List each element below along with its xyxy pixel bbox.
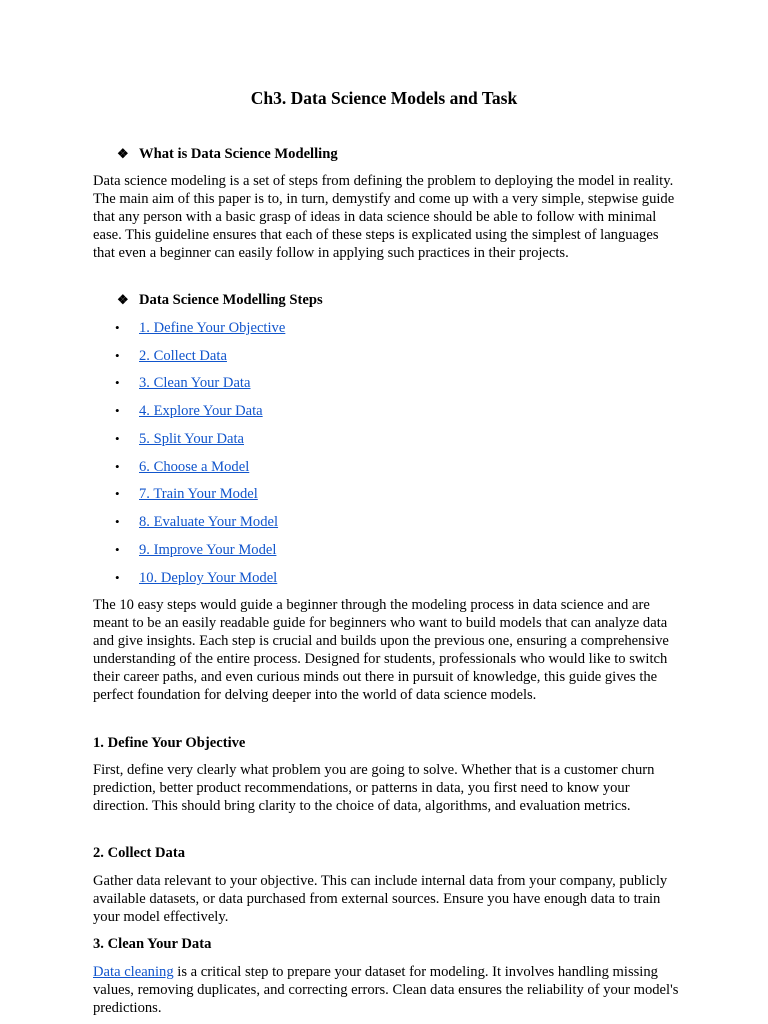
bullet-icon: • bbox=[115, 570, 120, 585]
bullet-icon: • bbox=[115, 320, 120, 335]
list-item bbox=[115, 374, 250, 392]
steps-summary-text: The 10 easy steps would guide a beginner through the modeling process in data science and are meant to be an easily readable guide for beginners who want to build models that can analyze data and give insights. Each step is crucial and builds upon the previous one, ensuring a comprehensive understanding of the entire process. Designed for students, professionals who would like to switch their career paths, and even curious minds out there in pursuit of knowledge, this guide gives the perfect foundation for delving deeper into the world of data science models. bbox=[93, 597, 669, 704]
intro-paragraph-text: Data science modeling is a set of steps from defining the problem to deploying the model in reality. The main aim of this paper is to, in turn, demystify and come up with a very simple, stepwise guide that any person with a basic grasp of ideas in data science should be able to follow with minimal ease. This guideline ensures that each of these steps is explicated using the simplest of languages that even a beginner can easily follow in applying such practices in their projects. bbox=[93, 173, 675, 262]
page-title: Ch3. Data Science Models and Task bbox=[250, 88, 518, 108]
bullet-icon: • bbox=[115, 542, 120, 557]
intro-paragraph bbox=[93, 172, 683, 262]
section-heading-label: Data Science Modelling Steps bbox=[139, 292, 323, 308]
bullet-icon: • bbox=[115, 486, 120, 501]
bullet-icon: • bbox=[115, 431, 120, 446]
section-heading-label: What is Data Science Modelling bbox=[139, 146, 338, 162]
list-item bbox=[115, 513, 278, 531]
step3-heading: 3. Clean Your Data bbox=[93, 936, 212, 952]
list-item bbox=[115, 541, 276, 559]
bullet-icon: • bbox=[115, 514, 120, 529]
bullet-icon: • bbox=[115, 375, 120, 390]
bullet-icon: • bbox=[115, 459, 120, 474]
step1-paragraph-text: First, define very clearly what problem you are going to solve. Whether that is a customer churn prediction, better product recommendations, or patterns in data, you first need to know your direction. This should bring clarity to the choice of data, algorithms, and evaluation metrics. bbox=[93, 762, 655, 815]
step3-paragraph bbox=[93, 963, 683, 1017]
list-item bbox=[115, 347, 227, 365]
list-item bbox=[115, 402, 263, 420]
diamond-bullet-icon: ❖ bbox=[117, 146, 129, 161]
step-link-train-model[interactable]: 7. Train Your Model bbox=[139, 486, 258, 502]
bullet-icon: • bbox=[115, 348, 120, 363]
step-link-improve-model[interactable]: 9. Improve Your Model bbox=[139, 542, 277, 558]
list-item bbox=[115, 319, 285, 337]
diamond-bullet-icon: ❖ bbox=[117, 292, 129, 307]
list-item bbox=[115, 485, 258, 503]
step-link-choose-model[interactable]: 6. Choose a Model bbox=[139, 459, 250, 475]
bullet-icon: • bbox=[115, 403, 120, 418]
step-link-evaluate-model[interactable]: 8. Evaluate Your Model bbox=[139, 514, 279, 530]
step1-paragraph bbox=[93, 761, 683, 815]
step2-heading: 2. Collect Data bbox=[93, 845, 185, 861]
step-link-clean-data[interactable]: 3. Clean Your Data bbox=[139, 375, 251, 391]
list-item bbox=[115, 569, 277, 587]
step-link-define-objective[interactable]: 1. Define Your Objective bbox=[139, 320, 286, 336]
step-link-split-data[interactable]: 5. Split Your Data bbox=[139, 431, 245, 447]
step-link-deploy-model[interactable]: 10. Deploy Your Model bbox=[139, 570, 278, 586]
steps-summary-paragraph bbox=[93, 596, 683, 705]
step3-paragraph-text bbox=[93, 963, 683, 1017]
section-heading-modelling-steps bbox=[117, 291, 323, 309]
list-item bbox=[115, 458, 249, 476]
step3-paragraph-rest: is a critical step to prepare your dataset for modeling. It involves handling missing values, removing duplicates, and correcting errors. Clean data ensures the reliability of your model's predictions. bbox=[93, 964, 679, 1017]
step2-paragraph-text: Gather data relevant to your objective. This can include internal data from your company, publicly available datasets, or data purchased from external sources. Ensure you have enough data to train your model effectively. bbox=[93, 873, 668, 926]
data-cleaning-link[interactable]: Data cleaning bbox=[93, 964, 174, 980]
step-link-collect-data[interactable]: 2. Collect Data bbox=[139, 348, 227, 364]
step-link-explore-data[interactable]: 4. Explore Your Data bbox=[139, 403, 263, 419]
section-heading-what-is-modelling bbox=[117, 145, 338, 163]
list-item bbox=[115, 430, 244, 448]
step2-paragraph bbox=[93, 872, 683, 926]
step1-heading: 1. Define Your Objective bbox=[93, 735, 246, 751]
